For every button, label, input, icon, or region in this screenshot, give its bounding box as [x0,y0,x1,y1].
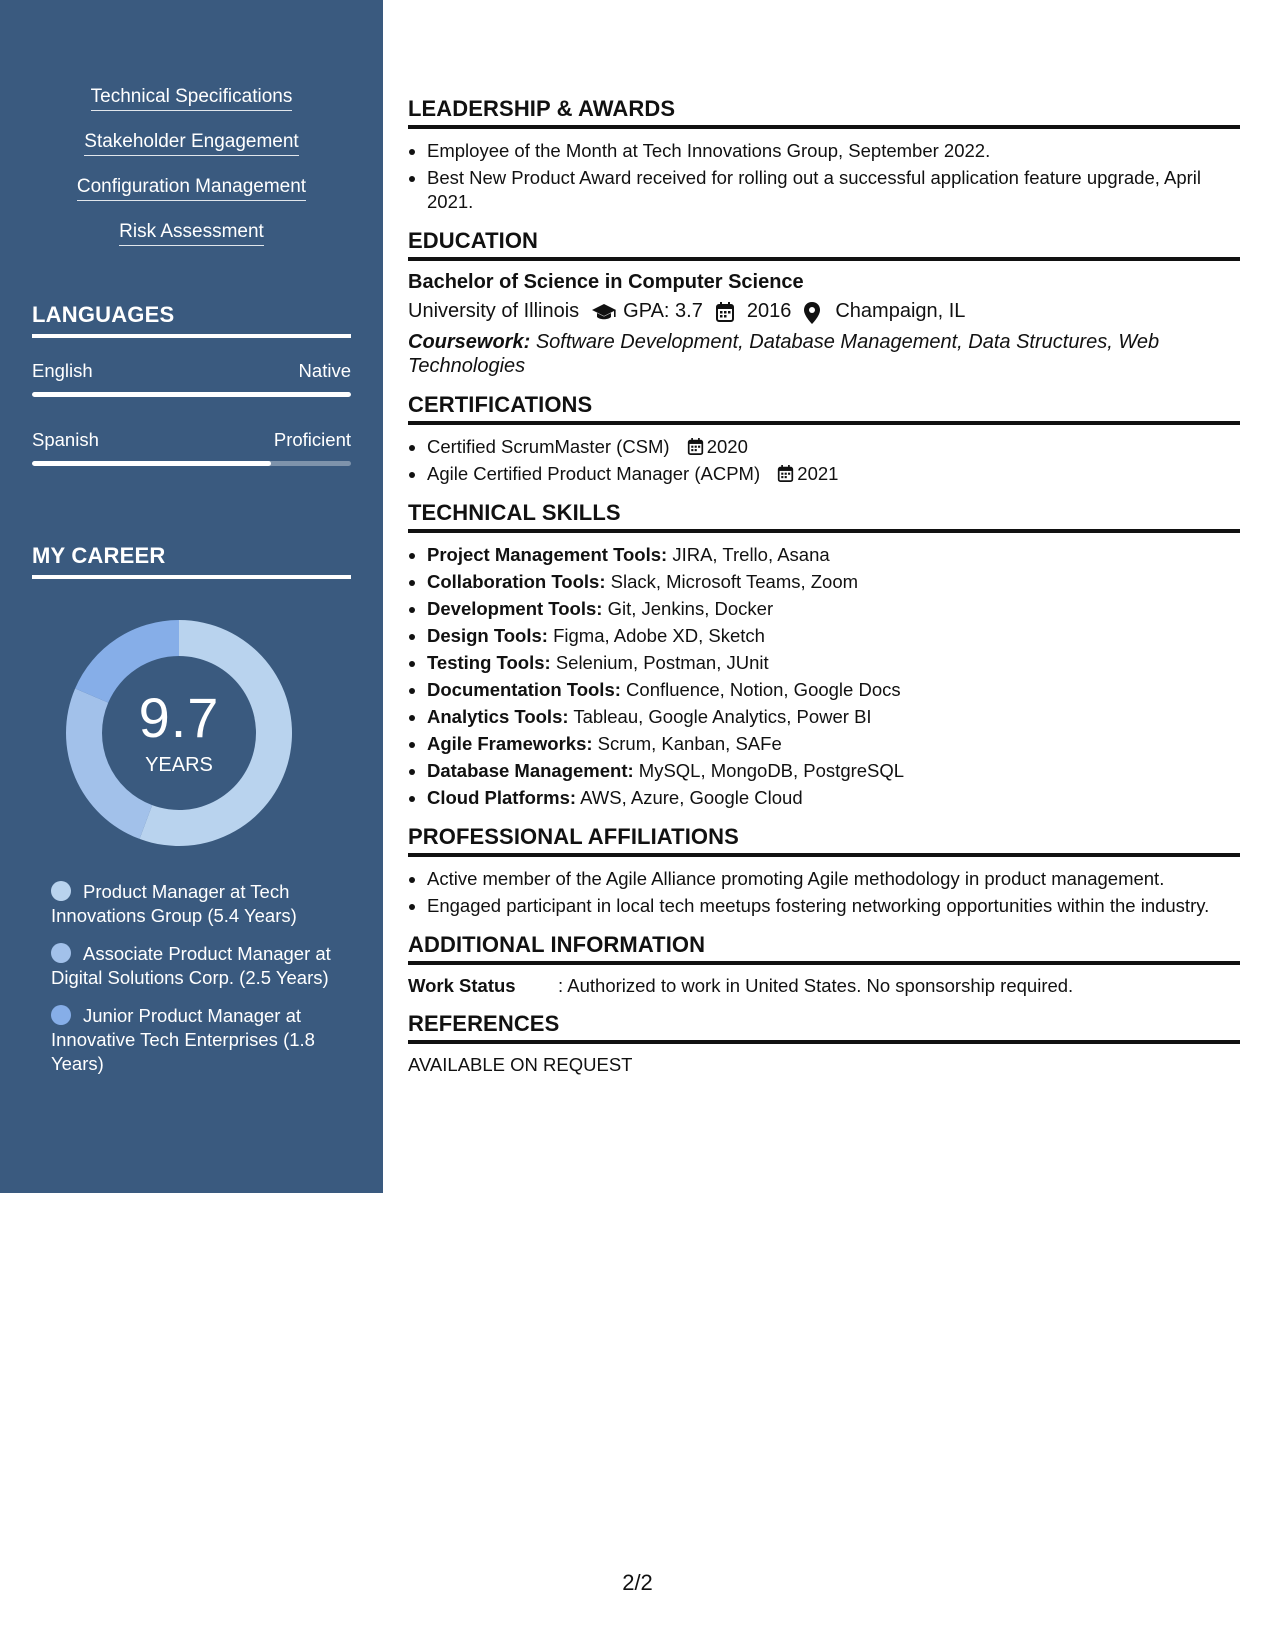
certifications-section [408,392,1240,486]
affiliations-section [408,824,1240,918]
graduation-year: 2016 [746,300,792,322]
skill-item: • Project Management Tools: JIRA, Trello, Asana [427,543,1240,567]
references-text: AVAILABLE ON REQUEST [408,1054,633,1075]
list-item: • Employee of the Month at Tech Innovations Group, September 2022. [427,139,1240,163]
career-item: Junior Product Manager at Innovative Tech Enterprises (1.8 Years) [51,1005,315,1074]
skill-item: • Database Management: MySQL, MongoDB, PostgreSQL [427,759,1240,783]
skill-tag: Risk Assessment [0,221,383,266]
career-total-value: 9.7 [138,686,220,749]
legend-dot [51,1005,71,1025]
gpa: GPA: 3.7 [623,300,703,322]
language-level: Proficient [273,429,351,450]
languages-heading: LANGUAGES [32,302,351,338]
education-details [408,300,1240,323]
skill-item: • Collaboration Tools: Slack, Microsoft Teams, Zoom [427,570,1240,594]
section-title: TECHNICAL SKILLS [408,500,1240,533]
language-progress-track [32,392,351,397]
skill-tag: Stakeholder Engagement [0,131,383,176]
skill-tag-list [0,86,383,266]
skill-tag: Technical Specifications [0,86,383,131]
list-item: • Active member of the Agile Alliance promoting Agile methodology in product management. [427,867,1240,891]
calendar-icon [777,464,794,481]
section-title: REFERENCES [408,1011,1240,1044]
skill-tag: Configuration Management [0,176,383,221]
section-title: CERTIFICATIONS [408,392,1240,425]
leadership-section [408,96,1240,214]
skill-item: • Analytics Tools: Tableau, Google Analytics, Power BI [427,705,1240,729]
skill-item: • Documentation Tools: Confluence, Notion, Google Docs [427,678,1240,702]
technical-skills-section [408,500,1240,810]
language-name: English [32,360,93,381]
language-level: Native [298,360,351,381]
legend-dot [51,881,71,901]
additional-info-section [408,932,1240,997]
career-donut-chart [66,620,292,846]
career-item: Product Manager at Tech Innovations Group (5.4 Years) [51,881,297,926]
language-name: Spanish [32,429,99,450]
skill-item: • Design Tools: Figma, Adobe XD, Sketch [427,624,1240,648]
career-heading: MY CAREER [32,543,351,579]
work-status-label: Work Status [408,975,516,996]
work-status-row [408,975,1240,997]
main-content [408,96,1240,1090]
language-progress-fill [32,392,351,397]
skill-item: • Agile Frameworks: Scrum, Kanban, SAFe [427,732,1240,756]
certification-item: • Certified ScrumMaster (CSM) 2020 [427,435,1240,459]
school-name: University of Illinois [408,300,580,322]
graduation-cap-icon [591,302,613,322]
degree-title: Bachelor of Science in Computer Science [408,271,804,293]
skill-item: • Development Tools: Git, Jenkins, Docker [427,597,1240,621]
career-total-unit: YEARS [145,754,213,776]
skill-item: • Cloud Platforms: AWS, Azure, Google Cloud [427,786,1240,810]
work-status-value: : Authorized to work in United States. No sponsorship required. [558,975,1074,996]
career-item: Associate Product Manager at Digital Solutions Corp. (2.5 Years) [51,943,331,988]
career-list [51,880,331,1090]
certification-item: • Agile Certified Product Manager (ACPM) 2021 [427,462,1240,486]
sidebar [0,0,383,1193]
map-pin-icon [803,302,825,322]
list-item: • Engaged participant in local tech meetups fostering networking opportunities within the industry. [427,894,1240,918]
section-title: ADDITIONAL INFORMATION [408,932,1240,965]
section-title: PROFESSIONAL AFFILIATIONS [408,824,1240,857]
language-progress-fill [32,461,271,466]
calendar-icon [687,437,704,454]
language-progress-track [32,461,351,466]
section-title: LEADERSHIP & AWARDS [408,96,1240,129]
school-location: Champaign, IL [835,300,966,322]
skill-item: • Testing Tools: Selenium, Postman, JUnit [427,651,1240,675]
list-item: • Best New Product Award received for rolling out a successful application feature upgrade, April 2021. [427,166,1240,214]
coursework: Coursework: Software Development, Database Management, Data Structures, Web Technologies [408,331,1160,377]
legend-dot [51,943,71,963]
references-section [408,1011,1240,1076]
education-section [408,228,1240,378]
calendar-icon [715,302,737,322]
page-number: 2/2 [622,1570,653,1595]
section-title: EDUCATION [408,228,1240,261]
